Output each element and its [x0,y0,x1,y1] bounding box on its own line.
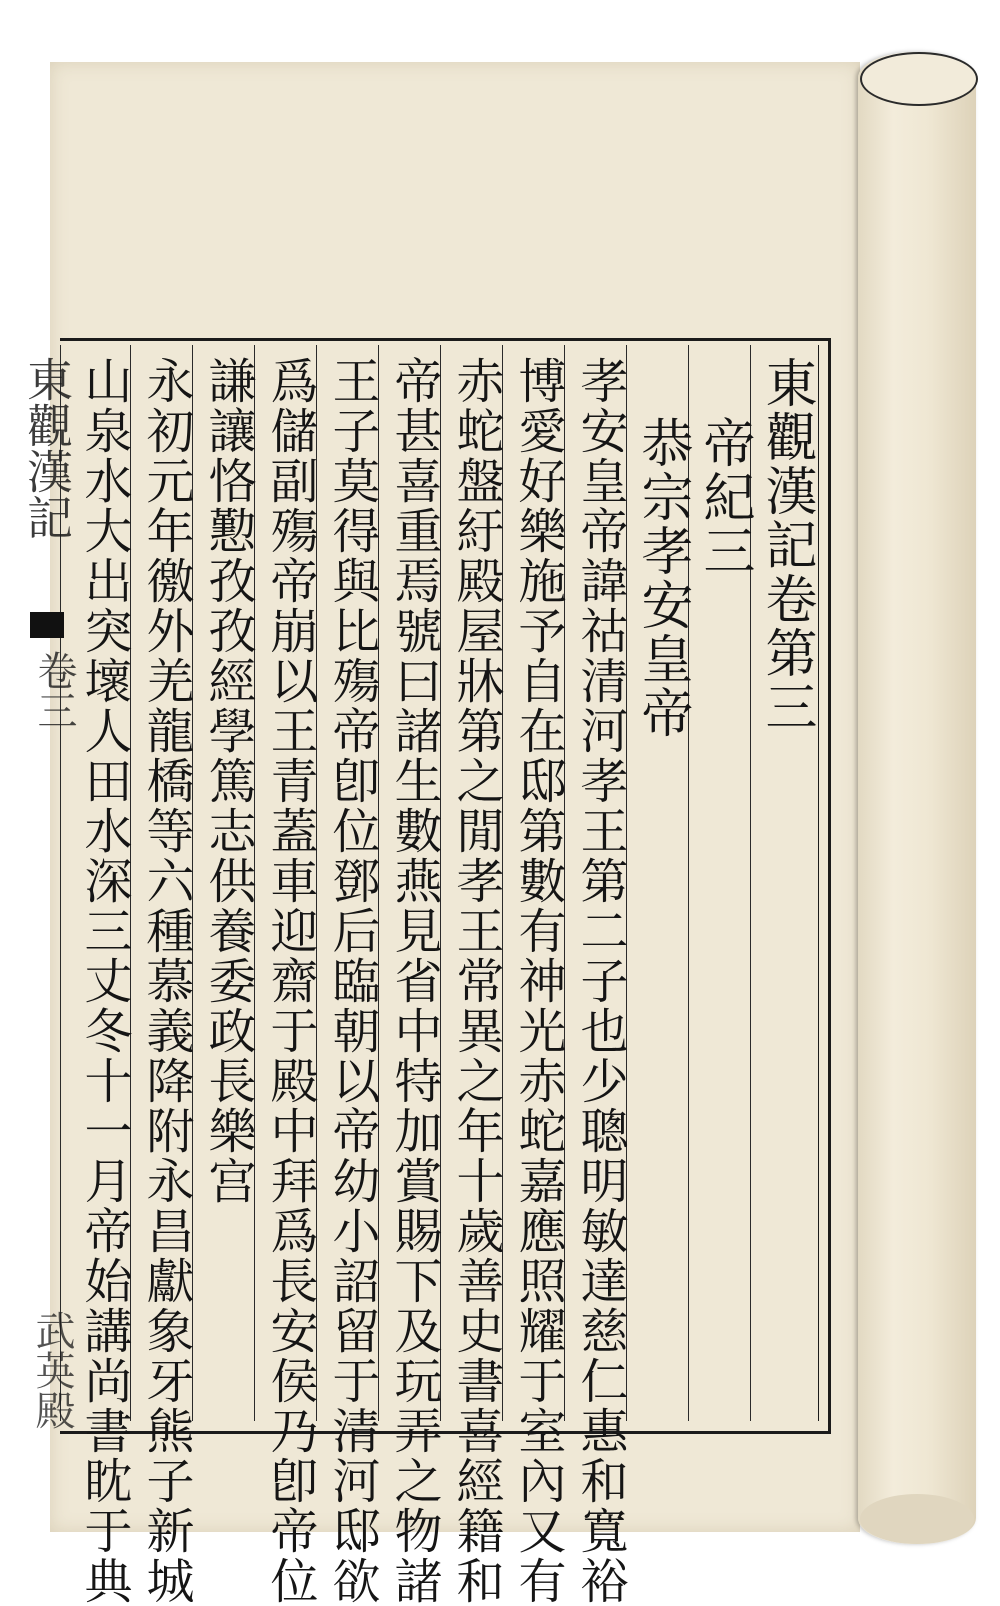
body-column: 永初元年徼外羌龍橋等六種慕義降附永昌獻象牙熊子新城 [138,356,194,1606]
book-title: 東觀漢記卷第三 [756,356,816,734]
body-column: 王子莫得與比殤帝卽位鄧后臨朝以帝幼小詔留于清河邸欲 [324,356,380,1606]
section-title: 帝紀三 [694,416,754,578]
fold-fishtail-block [30,612,64,638]
body-column: 帝甚喜重焉號曰諸生數燕見省中特加賞賜下及玩弄之物諸 [386,356,442,1606]
fold-edition: 武英殿 [29,1310,75,1430]
fold-title: 東觀漢記 [20,356,74,540]
chapter-subtitle: 恭宗孝安皇帝 [632,416,692,740]
body-column: 孝安皇帝諱祜清河孝王第二子也少聰明敏達慈仁惠和寬裕 [572,356,628,1606]
body-column: 爲儲副殤帝崩以王青蓋車迎齋于殿中拜爲長安侯乃卽帝位 [262,356,318,1606]
body-column: 赤蛇盤紆殿屋牀第之閒孝王常異之年十歲善史書喜經籍和 [448,356,504,1606]
body-column: 博愛好樂施予自在邸第數有神光赤蛇嘉應照耀于室內又有 [510,356,566,1606]
scroll-rod [858,52,976,1544]
fold-volume: 卷三 [31,650,77,730]
body-column: 謙讓恪懃孜孜經學篤志供養委政長樂宫 [200,356,256,1206]
scroll-cap-bottom [860,1494,974,1544]
body-column: 山泉水大出突壞人田水深三丈冬十一月帝始講尚書眈于典 [76,356,132,1606]
scroll-cap-top [860,52,978,106]
